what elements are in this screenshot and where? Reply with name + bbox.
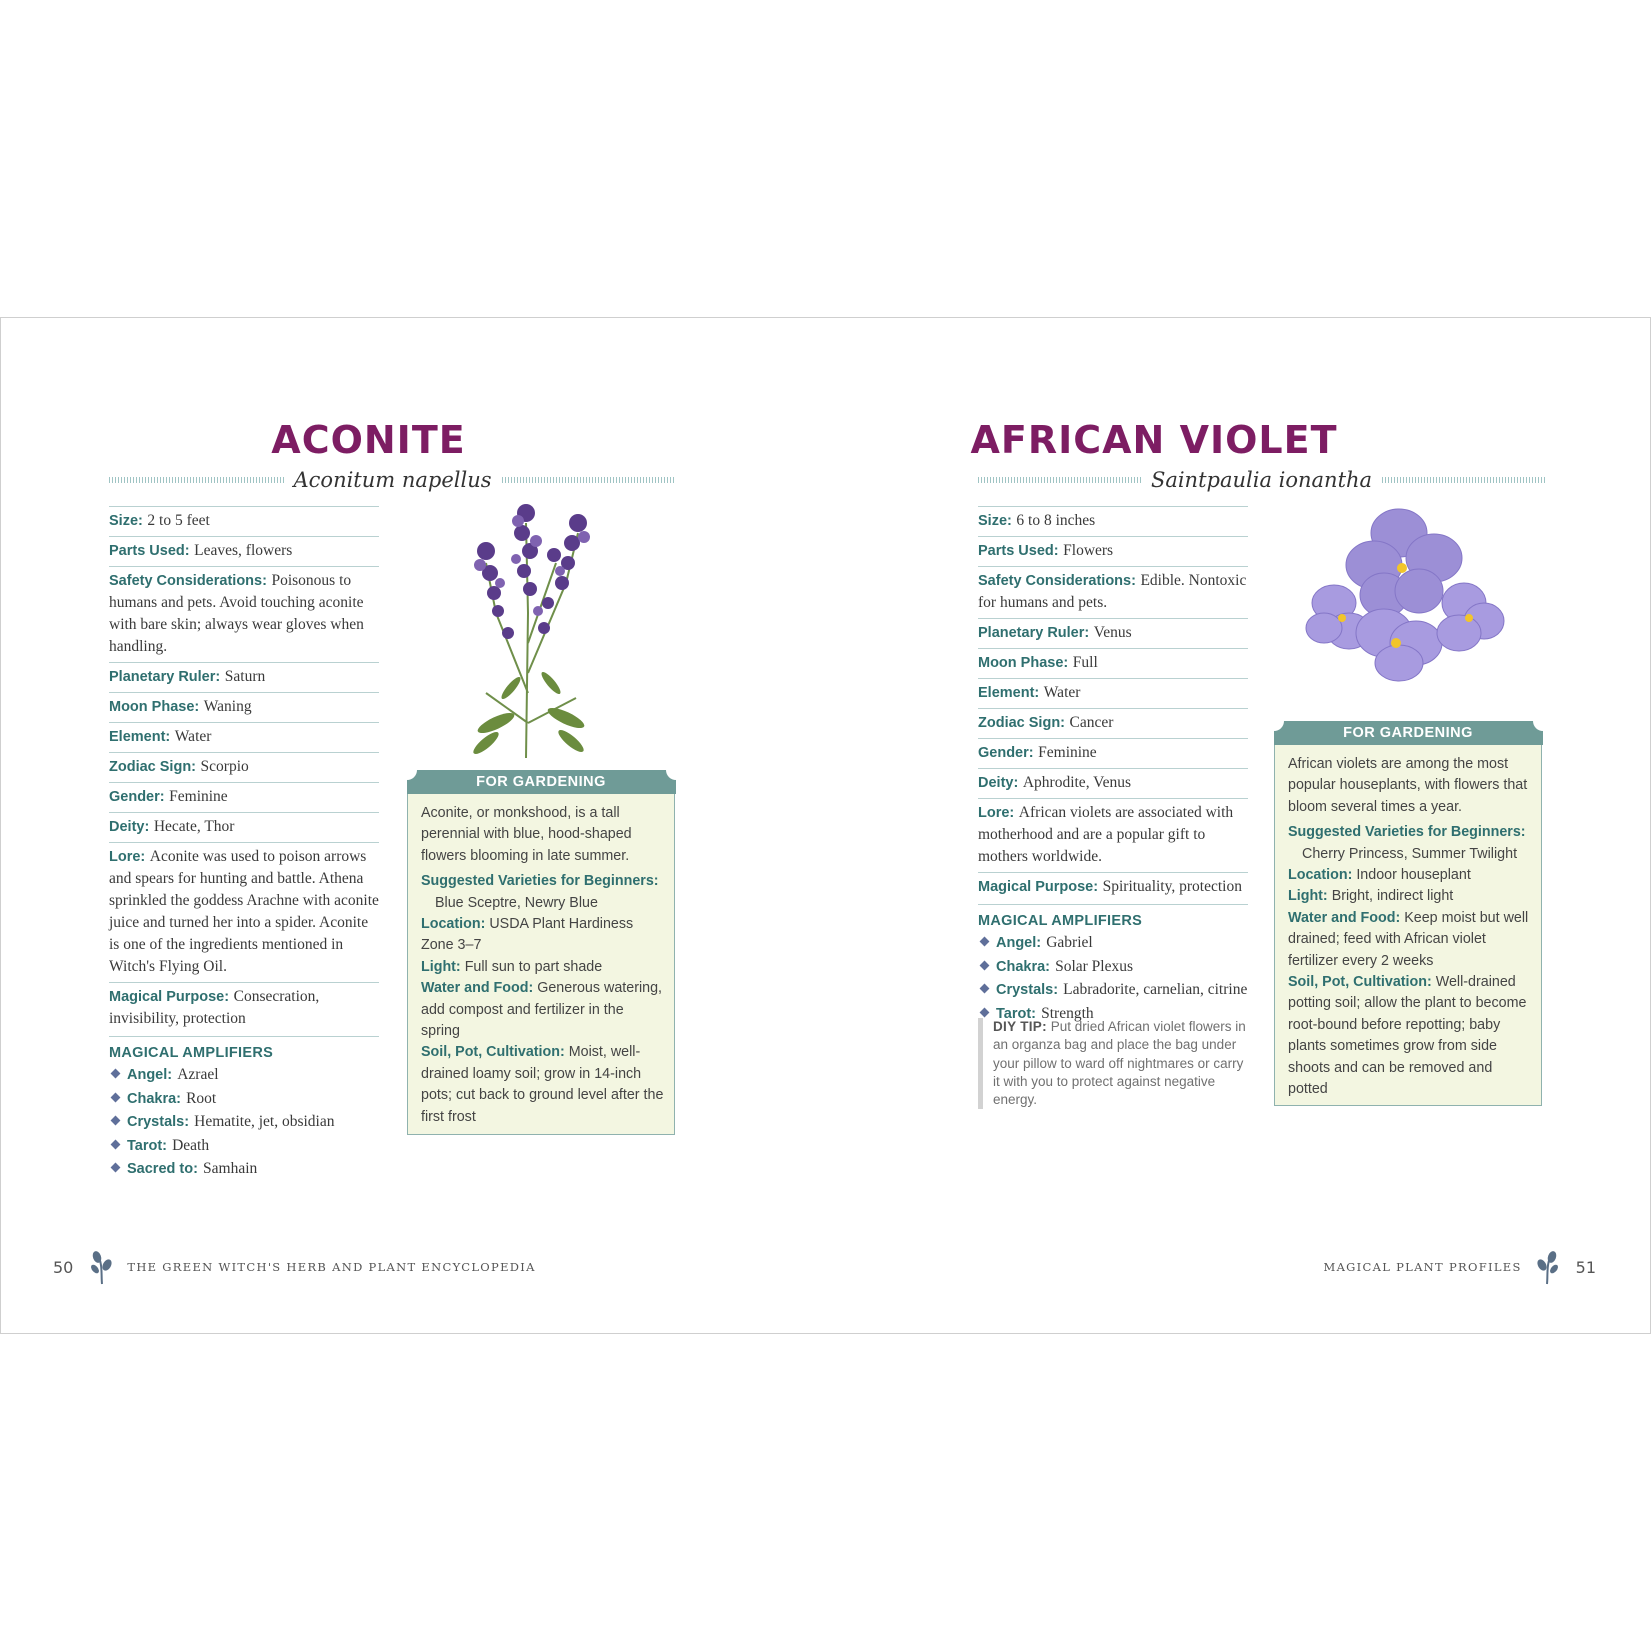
list-item bbox=[978, 955, 1248, 979]
divider-rule bbox=[502, 477, 677, 483]
fact-label: Size: bbox=[109, 513, 143, 529]
fact-label: Magical Purpose: bbox=[109, 989, 230, 1005]
page-left bbox=[1, 318, 826, 1333]
fact-value: Spirituality, protection bbox=[1102, 878, 1242, 895]
fact-label: Gender: bbox=[978, 745, 1034, 761]
fact-label: Moon Phase: bbox=[109, 699, 200, 715]
list-item bbox=[109, 1063, 379, 1087]
gardening-label: Soil, Pot, Cultivation: bbox=[421, 1044, 565, 1061]
amplifiers-list bbox=[978, 931, 1248, 1025]
gardening-label: Water and Food: bbox=[1288, 909, 1401, 926]
fact-label: Parts Used: bbox=[978, 543, 1059, 559]
running-head: THE GREEN WITCH'S HERB AND PLANT ENCYCLOPEDIA bbox=[127, 1260, 536, 1274]
gardening-intro: African violets are among the most popular houseplants, with flowers that bloom several times a year. bbox=[1288, 756, 1528, 815]
fact-value: Poisonous to humans and pets. Avoid touching aconite with bare skin; always wear gloves when handling. bbox=[109, 572, 364, 655]
gardening-value: Generous watering, add compost and fertilizer in the spring bbox=[421, 980, 663, 1040]
diamond-bullet-icon bbox=[111, 1163, 121, 1173]
diamond-bullet-icon bbox=[980, 960, 990, 970]
gardening-item bbox=[421, 957, 664, 978]
latin-name: Saintpaulia ionantha bbox=[1150, 468, 1373, 492]
fact-row bbox=[109, 566, 379, 662]
fact-row bbox=[978, 536, 1248, 566]
gardening-value: Full sun to part shade bbox=[464, 958, 603, 975]
amplifier-label: Tarot: bbox=[996, 1005, 1037, 1022]
page-number: 51 bbox=[1575, 1257, 1596, 1277]
fact-label: Element: bbox=[109, 729, 171, 745]
gardening-item bbox=[1288, 865, 1531, 886]
amplifier-value: Root bbox=[186, 1089, 217, 1107]
fact-row bbox=[109, 752, 379, 782]
gardening-value: Bright, indirect light bbox=[1331, 888, 1454, 905]
divider-rule bbox=[109, 477, 284, 483]
gardening-label: Location: bbox=[421, 916, 486, 933]
gardening-item bbox=[421, 1042, 664, 1128]
gardening-item bbox=[421, 871, 664, 914]
fact-value: Leaves, flowers bbox=[194, 542, 293, 559]
fact-row bbox=[978, 738, 1248, 768]
fact-label: Element: bbox=[978, 685, 1040, 701]
fact-row bbox=[978, 648, 1248, 678]
fact-label: Parts Used: bbox=[109, 543, 190, 559]
amplifier-label: Chakra: bbox=[127, 1090, 181, 1107]
gardening-item bbox=[1288, 886, 1531, 907]
fact-row bbox=[978, 872, 1248, 902]
running-head: MAGICAL PLANT PROFILES bbox=[1323, 1260, 1522, 1274]
fact-value: Feminine bbox=[169, 788, 228, 805]
amplifiers-heading: MAGICAL AMPLIFIERS bbox=[978, 904, 1248, 929]
fact-value: Full bbox=[1072, 654, 1098, 671]
fact-value: 6 to 8 inches bbox=[1016, 512, 1096, 529]
gardening-label: Light: bbox=[1288, 888, 1328, 905]
gardening-value: Cherry Princess, Summer Twilight bbox=[1302, 845, 1518, 862]
amplifiers-heading: MAGICAL AMPLIFIERS bbox=[109, 1036, 379, 1061]
fact-label: Zodiac Sign: bbox=[109, 759, 196, 775]
gardening-intro: Aconite, or monkshood, is a tall perennial with blue, hood-shaped flowers blooming in late summer. bbox=[421, 805, 632, 864]
latin-name-row bbox=[109, 465, 676, 495]
fact-value: Water bbox=[1043, 684, 1081, 701]
fact-row bbox=[978, 768, 1248, 798]
fact-value: Cancer bbox=[1069, 714, 1114, 731]
list-item bbox=[978, 931, 1248, 955]
plant-title: AFRICAN VIOLET bbox=[970, 418, 1338, 462]
diamond-bullet-icon bbox=[111, 1116, 121, 1126]
gardening-item bbox=[1288, 908, 1531, 972]
fact-row bbox=[978, 678, 1248, 708]
fact-value: Saturn bbox=[224, 668, 266, 685]
fact-row bbox=[978, 708, 1248, 738]
fact-label: Safety Considerations: bbox=[978, 573, 1136, 589]
fact-row bbox=[109, 692, 379, 722]
amplifier-value: Samhain bbox=[203, 1160, 258, 1177]
fact-value: Consecration, invisibility, protection bbox=[109, 988, 320, 1027]
amplifier-label: Angel: bbox=[996, 935, 1042, 951]
fact-value: Hecate, Thor bbox=[153, 818, 235, 835]
fact-value: Feminine bbox=[1038, 744, 1097, 761]
latin-name: Aconitum napellus bbox=[293, 468, 492, 492]
latin-name-row bbox=[978, 465, 1545, 495]
aconite-plant-illustration bbox=[456, 493, 636, 758]
gardening-label: Location: bbox=[1288, 867, 1353, 884]
fact-label: Planetary Ruler: bbox=[978, 625, 1090, 641]
fact-label: Moon Phase: bbox=[978, 655, 1069, 671]
gardening-value: Indoor houseplant bbox=[1356, 867, 1471, 884]
african-violet-illustration bbox=[1304, 503, 1514, 683]
gardening-item bbox=[421, 978, 664, 1042]
diy-tip-label: DIY TIP: bbox=[993, 1019, 1047, 1034]
gardening-value: USDA Plant Hardiness Zone 3–7 bbox=[421, 916, 634, 954]
page-footer bbox=[53, 1247, 536, 1287]
plant-title: ACONITE bbox=[271, 418, 466, 462]
amplifier-value: Labradorite, carnelian, citrine bbox=[1063, 981, 1248, 998]
amplifier-label: Crystals: bbox=[996, 982, 1059, 998]
fact-row bbox=[109, 782, 379, 812]
fact-value: 2 to 5 feet bbox=[147, 512, 210, 529]
fact-value: Scorpio bbox=[200, 758, 249, 775]
fact-row bbox=[978, 618, 1248, 648]
fact-value: Waning bbox=[203, 698, 252, 715]
gardening-item bbox=[1288, 972, 1531, 1100]
gardening-label: Suggested Varieties for Beginners: bbox=[421, 873, 659, 890]
fact-value: Flowers bbox=[1063, 542, 1114, 559]
fact-row bbox=[109, 982, 379, 1034]
amplifier-label: Crystals: bbox=[127, 1114, 190, 1130]
gardening-value: Moist, well-drained loamy soil; grow in 14-inch pots; cut back to ground level after the first frost bbox=[421, 1044, 664, 1125]
fact-row bbox=[978, 798, 1248, 872]
gardening-content bbox=[1288, 754, 1531, 1101]
gardening-content bbox=[421, 803, 664, 1128]
list-item bbox=[109, 1087, 379, 1111]
gardening-label: Suggested Varieties for Beginners: bbox=[1288, 824, 1526, 841]
amplifier-value: Hematite, jet, obsidian bbox=[194, 1113, 335, 1130]
diamond-bullet-icon bbox=[980, 1007, 990, 1017]
book-spread bbox=[0, 317, 1651, 1334]
fact-label: Deity: bbox=[978, 775, 1019, 791]
list-item bbox=[978, 978, 1248, 1002]
amplifier-label: Angel: bbox=[127, 1067, 173, 1083]
fact-label: Planetary Ruler: bbox=[109, 669, 221, 685]
fact-value: Aconite was used to poison arrows and spears for hunting and battle. Athena sprinkled the goddess Arachne with aconite juice and turned her into a spider. Aconite is one of the ingredients mentioned in Witch's Flying Oil. bbox=[109, 848, 379, 975]
list-item bbox=[109, 1110, 379, 1134]
gardening-heading: FOR GARDENING bbox=[1274, 721, 1543, 745]
amplifier-label: Chakra: bbox=[996, 958, 1050, 975]
fact-label: Lore: bbox=[109, 849, 146, 865]
page-right bbox=[826, 318, 1652, 1333]
amplifier-label: Sacred to: bbox=[127, 1161, 198, 1177]
fact-label: Lore: bbox=[978, 805, 1015, 821]
amplifier-value: Azrael bbox=[177, 1066, 219, 1083]
fact-value: Water bbox=[174, 728, 212, 745]
gardening-value: Blue Sceptre, Newry Blue bbox=[435, 894, 598, 911]
fact-row bbox=[978, 566, 1248, 618]
amplifier-value: Death bbox=[172, 1136, 210, 1154]
fact-label: Size: bbox=[978, 513, 1012, 529]
amplifier-value: Solar Plexus bbox=[1055, 957, 1134, 975]
gardening-box bbox=[1274, 721, 1542, 1106]
fact-list bbox=[978, 506, 1248, 1025]
diamond-bullet-icon bbox=[980, 984, 990, 994]
sprig-icon bbox=[91, 1249, 113, 1285]
diamond-bullet-icon bbox=[111, 1069, 121, 1079]
gardening-label: Soil, Pot, Cultivation: bbox=[1288, 974, 1432, 991]
fact-row bbox=[978, 506, 1248, 536]
fact-row bbox=[109, 812, 379, 842]
amplifier-label: Tarot: bbox=[127, 1137, 168, 1154]
page-footer bbox=[1324, 1247, 1597, 1287]
gardening-label: Light: bbox=[421, 958, 461, 975]
diamond-bullet-icon bbox=[111, 1139, 121, 1149]
amplifier-value: Strength bbox=[1041, 1004, 1094, 1022]
fact-value: Edible. Nontoxic for humans and pets. bbox=[978, 572, 1247, 611]
gardening-heading: FOR GARDENING bbox=[407, 770, 676, 794]
fact-value: Aphrodite, Venus bbox=[1022, 774, 1132, 791]
divider-rule bbox=[978, 477, 1141, 483]
gardening-value: Keep moist but well drained; feed with African violet fertilizer every 2 weeks bbox=[1288, 909, 1529, 969]
gardening-value: Well-drained potting soil; allow the plant to become root-bound before repotting; baby plants sometimes grow from side shoots and can be removed and potted bbox=[1288, 974, 1527, 1098]
diamond-bullet-icon bbox=[980, 937, 990, 947]
list-item bbox=[109, 1157, 379, 1181]
diamond-bullet-icon bbox=[111, 1092, 121, 1102]
fact-row bbox=[109, 842, 379, 982]
fact-row bbox=[109, 662, 379, 692]
fact-label: Magical Purpose: bbox=[978, 879, 1099, 895]
fact-label: Zodiac Sign: bbox=[978, 715, 1065, 731]
fact-list bbox=[109, 506, 379, 1181]
gardening-item bbox=[1288, 822, 1531, 865]
fact-row bbox=[109, 536, 379, 566]
gardening-item bbox=[421, 914, 664, 957]
fact-label: Safety Considerations: bbox=[109, 573, 267, 589]
fact-label: Gender: bbox=[109, 789, 165, 805]
fact-value: Venus bbox=[1093, 624, 1132, 641]
fact-row bbox=[109, 506, 379, 536]
page-number: 50 bbox=[53, 1257, 74, 1277]
diy-tip bbox=[978, 1018, 1248, 1109]
fact-value: African violets are associated with motherhood and are a popular gift to mothers worldwide. bbox=[978, 804, 1234, 865]
gardening-box bbox=[407, 770, 675, 1135]
gardening-label: Water and Food: bbox=[421, 980, 534, 997]
amplifier-value: Gabriel bbox=[1046, 934, 1093, 951]
fact-row bbox=[109, 722, 379, 752]
divider-rule bbox=[1382, 477, 1545, 483]
sprig-icon bbox=[1536, 1249, 1558, 1285]
list-item bbox=[109, 1134, 379, 1158]
fact-label: Deity: bbox=[109, 819, 150, 835]
diy-tip-text: Put dried African violet flowers in an organza bag and place the bag under your pillow to ward off nightmares or carry it with you to protect against negative energy. bbox=[993, 1019, 1246, 1108]
amplifiers-list bbox=[109, 1063, 379, 1181]
